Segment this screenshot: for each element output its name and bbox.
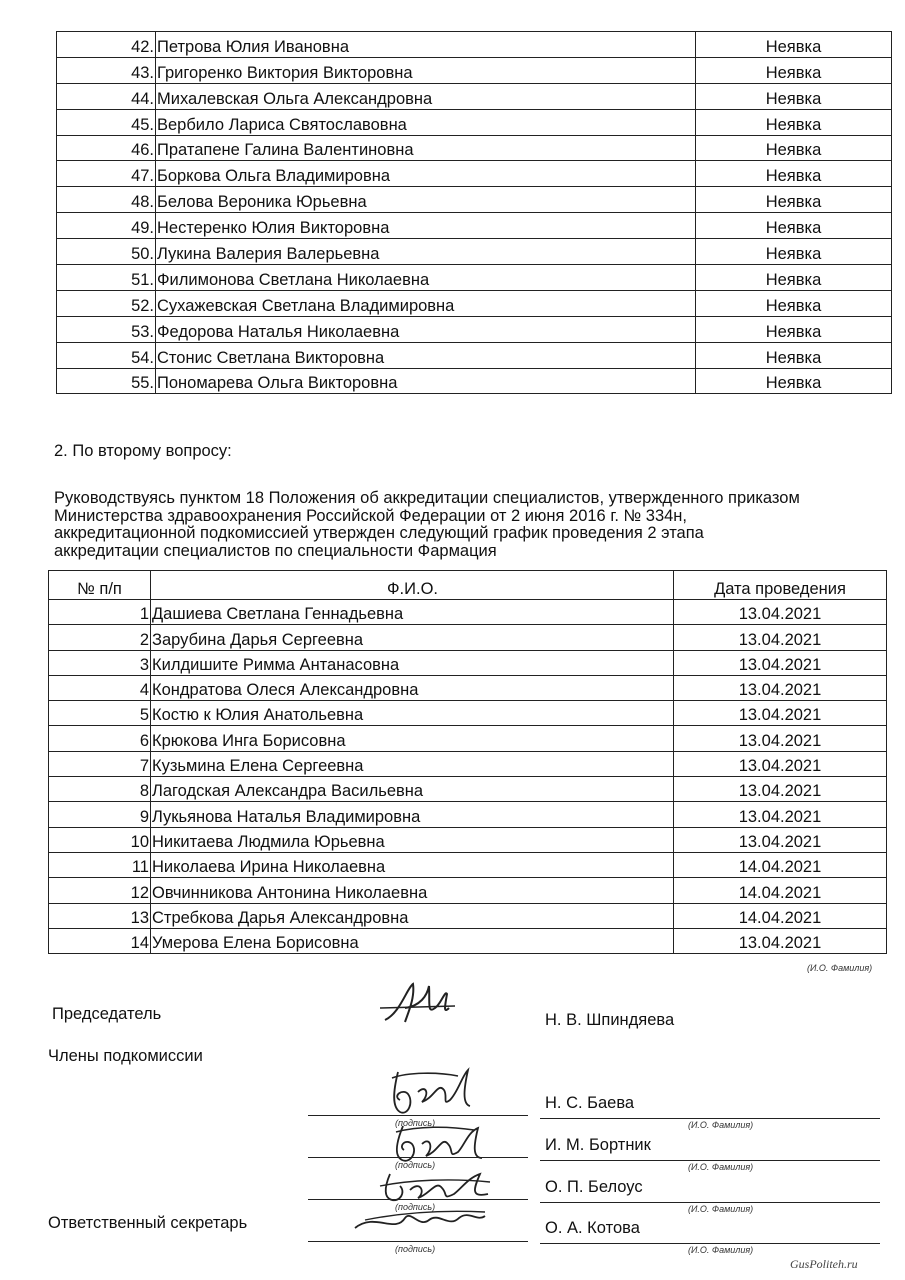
member2-sign-caption: (подпись) [395,1160,436,1170]
schedule-number: 2 [49,625,151,650]
secretary-fio-caption: (И.О. Фамилия) [688,1245,754,1255]
paragraph-line: аккредитации специалистов по специальности Фармация [54,541,497,560]
absentee-row [57,213,892,239]
absentee-row [57,109,892,135]
absentee-number: 43. [57,57,156,83]
absentee-name: Михалевская Ольга Александровна [156,83,696,109]
absentee-number: 47. [57,161,156,187]
schedule-name: Лагодская Александра Васильевна [151,777,674,802]
absentee-row [57,368,892,394]
member1-sign-caption: (подпись) [395,1118,436,1128]
absentee-name: Сухажевская Светлана Владимировна [156,290,696,316]
absentee-table [56,31,892,394]
schedule-row [49,777,887,802]
fio-caption-top: (И.О. Фамилия) [807,963,873,973]
schedule-row [49,726,887,751]
schedule-name: Килдишите Римма Антанасовна [151,650,674,675]
schedule-name: Кузьмина Елена Сергеевна [151,751,674,776]
absentee-number: 52. [57,290,156,316]
secretary-sign-line [308,1241,528,1242]
absentee-number: 51. [57,265,156,291]
member1-name: Н. С. Баева [545,1094,635,1112]
schedule-table [48,570,887,954]
schedule-number: 3 [49,650,151,675]
absentee-number: 49. [57,213,156,239]
absentee-number: 53. [57,316,156,342]
schedule-table-body [49,600,887,954]
schedule-number: 7 [49,751,151,776]
absentee-name: Вербило Лариса Святославовна [156,109,696,135]
absentee-status: Неявка [696,265,892,291]
absentee-status: Неявка [696,342,892,368]
member3-fio-caption: (И.О. Фамилия) [688,1204,754,1214]
schedule-name: Зарубина Дарья Сергеевна [151,625,674,650]
absentee-row [57,290,892,316]
schedule-name: Николаева Ирина Николаевна [151,852,674,877]
schedule-number: 8 [49,777,151,802]
absentee-row [57,265,892,291]
absentee-row [57,161,892,187]
absentee-status: Неявка [696,161,892,187]
absentee-name: Боркова Ольга Владимировна [156,161,696,187]
schedule-name: Крюкова Инга Борисовна [151,726,674,751]
schedule-date: 14.04.2021 [674,852,887,877]
secretary-label: Ответственный секретарь [48,1214,248,1232]
schedule-row [49,827,887,852]
section2-paragraph [54,490,894,560]
absentee-number: 50. [57,239,156,265]
schedule-number: 13 [49,903,151,928]
section2-heading: 2. По второму вопросу: [54,442,232,460]
absentee-row [57,316,892,342]
schedule-date: 13.04.2021 [674,600,887,625]
absentee-status: Неявка [696,109,892,135]
schedule-name: Дашиева Светлана Геннадьевна [151,600,674,625]
header-num: № п/п [49,571,151,600]
schedule-row [49,928,887,953]
absentee-number: 45. [57,109,156,135]
chair-label: Председатель [52,1005,162,1023]
schedule-header-row [49,571,887,600]
schedule-date: 13.04.2021 [674,827,887,852]
secretary-sign-caption: (подпись) [395,1244,436,1254]
schedule-date: 14.04.2021 [674,903,887,928]
absentee-row [57,135,892,161]
absentee-number: 42. [57,32,156,58]
absentee-name: Филимонова Светлана Николаевна [156,265,696,291]
absentee-name: Пономарева Ольга Викторовна [156,368,696,394]
absentee-name: Белова Вероника Юрьевна [156,187,696,213]
secretary-fio-line [540,1243,880,1244]
schedule-number: 14 [49,928,151,953]
secretary-name: О. А. Котова [545,1219,640,1237]
absentee-row [57,342,892,368]
member2-name: И. М. Бортник [545,1136,651,1154]
paragraph-line: Руководствуясь пунктом 18 Положения об аккредитации специалистов, утвержденного приказом [54,489,800,507]
absentee-name: Лукина Валерия Валерьевна [156,239,696,265]
member2-sign-line [308,1157,528,1158]
absentee-number: 48. [57,187,156,213]
schedule-date: 13.04.2021 [674,751,887,776]
absentee-status: Неявка [696,83,892,109]
absentee-status: Неявка [696,316,892,342]
absentee-status: Неявка [696,368,892,394]
absentee-name: Стонис Светлана Викторовна [156,342,696,368]
absentee-status: Неявка [696,32,892,58]
schedule-date: 13.04.2021 [674,777,887,802]
schedule-date: 13.04.2021 [674,701,887,726]
chair-name: Н. В. Шпиндяева [545,1011,675,1029]
schedule-date: 14.04.2021 [674,878,887,903]
schedule-row [49,600,887,625]
absentee-number: 44. [57,83,156,109]
absentee-status: Неявка [696,187,892,213]
schedule-number: 6 [49,726,151,751]
paragraph-line: аккредитационной подкомиссией утвержден следующий график проведения 2 этапа [54,524,704,542]
absentee-table-body [57,32,892,394]
member1-fio-line [540,1118,880,1119]
schedule-number: 9 [49,802,151,827]
schedule-name: Костю к Юлия Анатольевна [151,701,674,726]
watermark-text: GusPoliteh.ru [790,1257,858,1271]
member3-name: О. П. Белоус [545,1178,643,1196]
member3-sign-caption: (подпись) [395,1202,436,1212]
absentee-status: Неявка [696,239,892,265]
schedule-row [49,701,887,726]
schedule-row [49,650,887,675]
absentee-name: Петрова Юлия Ивановна [156,32,696,58]
absentee-row [57,83,892,109]
absentee-row [57,32,892,58]
member1-fio-caption: (И.О. Фамилия) [688,1120,754,1130]
schedule-row [49,852,887,877]
schedule-name: Никитаева Людмила Юрьевна [151,827,674,852]
schedule-number: 1 [49,600,151,625]
member1-sign-line [308,1115,528,1116]
absentee-name: Пратапене Галина Валентиновна [156,135,696,161]
members-label: Члены подкомиссии [48,1047,203,1065]
absentee-status: Неявка [696,135,892,161]
absentee-number: 46. [57,135,156,161]
header-date: Дата проведения [674,571,887,600]
absentee-name: Григоренко Виктория Викторовна [156,57,696,83]
schedule-number: 11 [49,852,151,877]
schedule-date: 13.04.2021 [674,650,887,675]
absentee-row [57,57,892,83]
absentee-number: 54. [57,342,156,368]
absentee-name: Нестеренко Юлия Викторовна [156,213,696,239]
absentee-row [57,239,892,265]
schedule-row [49,675,887,700]
secretary-signature [345,1198,495,1240]
header-name: Ф.И.О. [151,571,674,600]
absentee-name: Федорова Наталья Николаевна [156,316,696,342]
schedule-date: 13.04.2021 [674,802,887,827]
schedule-date: 13.04.2021 [674,675,887,700]
paragraph-line: Министерства здравоохранения Российской Федерации от 2 июня 2016 г. № 334н, [54,506,688,525]
member1-signature [378,1062,488,1120]
schedule-number: 5 [49,701,151,726]
member2-fio-caption: (И.О. Фамилия) [688,1162,754,1172]
schedule-date: 13.04.2021 [674,625,887,650]
absentee-row [57,187,892,213]
member3-fio-line [540,1202,880,1203]
schedule-name: Кондратова Олеся Александровна [151,675,674,700]
schedule-name: Стребкова Дарья Александровна [151,903,674,928]
schedule-row [49,625,887,650]
schedule-row [49,802,887,827]
schedule-name: Овчинникова Антонина Николаевна [151,878,674,903]
absentee-status: Неявка [696,57,892,83]
absentee-number: 55. [57,368,156,394]
schedule-row [49,878,887,903]
absentee-status: Неявка [696,213,892,239]
schedule-date: 13.04.2021 [674,928,887,953]
schedule-row [49,903,887,928]
schedule-name: Умерова Елена Борисовна [151,928,674,953]
schedule-number: 10 [49,827,151,852]
schedule-row [49,751,887,776]
schedule-date: 13.04.2021 [674,726,887,751]
schedule-number: 4 [49,675,151,700]
absentee-status: Неявка [696,290,892,316]
chair-signature [375,978,465,1028]
member2-fio-line [540,1160,880,1161]
schedule-name: Лукьянова Наталья Владимировна [151,802,674,827]
schedule-number: 12 [49,878,151,903]
